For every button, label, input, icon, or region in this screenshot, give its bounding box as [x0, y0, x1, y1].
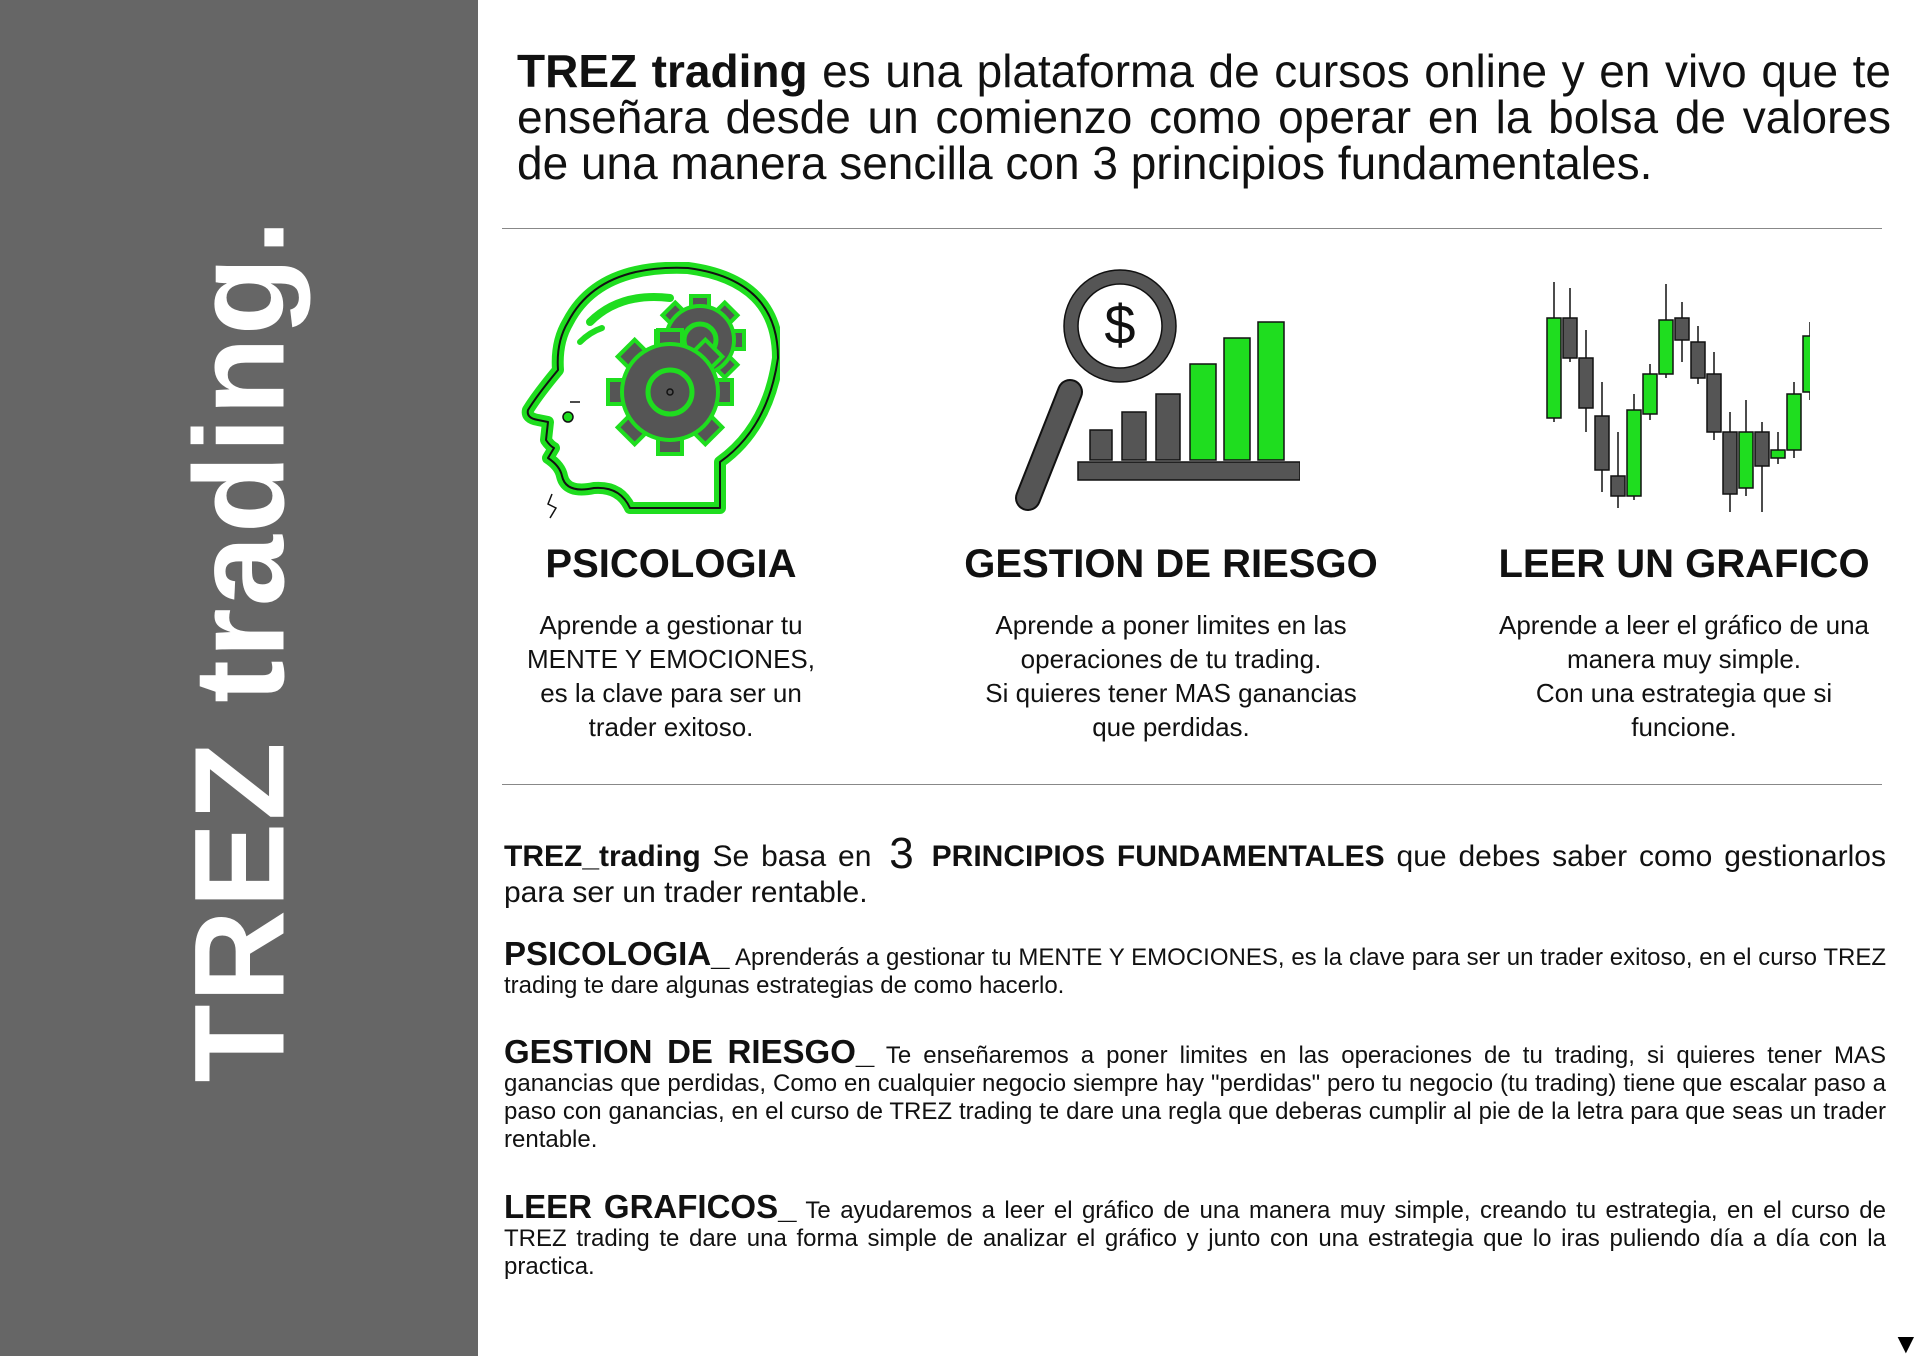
principles-brand: TREZ_trading — [504, 840, 701, 873]
principle-text: Te enseñaremos a poner limites en las operaciones de tu trading, si quieres tener MAS ganancias que perdidas, Como en cualquier negocio siempre hay "perdidas" pero tu negocio (tu trading) tiene que escalar paso a paso con ganancias, en el curso de TREZ trading te dare una regla que deberas cumplir al pie de la letra para que seas un trader rentable. — [504, 1042, 1886, 1153]
down-arrow-icon[interactable]: ▼ — [1892, 1328, 1920, 1359]
candlestick-chart-icon — [1540, 282, 1810, 512]
column-line: Aprende a gestionar tu — [539, 610, 803, 640]
column-line: Aprende a leer el gráfico de una — [1498, 610, 1870, 640]
column-line: que perdidas. — [1092, 712, 1250, 742]
sidebar — [0, 0, 478, 1356]
principles-heading: PRINCIPIOS FUNDAMENTALES — [931, 840, 1385, 873]
column-line: Si quieres tener MAS ganancias — [985, 678, 1357, 708]
principle-head: PSICOLOGIA_ — [504, 935, 730, 972]
intro-text: es una plataforma de cursos online y en vivo que te enseñara desde un comienzo como operar en la bolsa de valores de una manera sencilla con 3 principios fundamentales. — [517, 45, 1892, 189]
column-text-leer — [1464, 608, 1904, 744]
principle-gestion — [504, 1033, 1886, 1154]
column-title-psicologia: PSICOLOGIA — [545, 542, 797, 586]
principles-intro — [504, 829, 1886, 911]
principle-text: Aprenderás a gestionar tu MENTE Y EMOCIONES, es la clave para ser un trader exitoso, en el curso TREZ trading te dare algunas estrategias de como hacerlo. — [504, 944, 1886, 999]
column-line: Con una estrategia que si — [1535, 678, 1833, 708]
column-line: trader exitoso. — [588, 712, 754, 742]
brain-gears-icon — [520, 262, 780, 522]
sidebar-title: TREZ trading. — [168, 217, 312, 1083]
column-line: Aprende a poner limites en las — [995, 610, 1347, 640]
principle-text: Te ayudaremos a leer el gráfico de una manera muy simple, creando tu estrategia, en el curso de TREZ trading te dare una forma simple de analizar el gráfico y junto con una estrategia que lo iras puliendo día a día con la practica. — [504, 1197, 1886, 1280]
principles-number: 3 — [889, 829, 914, 878]
svg-text:$: $ — [1104, 293, 1136, 356]
intro-paragraph — [517, 45, 1892, 189]
principles-intro-rest: que debes saber como gestionarlos para ser un trader rentable. — [504, 840, 1886, 909]
principle-leer — [504, 1188, 1886, 1281]
divider-bottom — [502, 784, 1882, 785]
principle-psicologia — [504, 935, 1886, 1000]
column-text-psicologia — [491, 608, 851, 744]
column-text-gestion — [951, 608, 1391, 744]
principle-head: LEER GRAFICOS_ — [504, 1188, 797, 1225]
column-line: operaciones de tu trading. — [1020, 644, 1322, 674]
principle-head: GESTION DE RIESGO_ — [504, 1033, 875, 1070]
divider-top — [502, 228, 1882, 229]
intro-brand: TREZ trading — [517, 45, 808, 97]
column-line: MENTE Y EMOCIONES, — [527, 644, 815, 674]
magnifier-dollar-bars-icon — [1010, 262, 1300, 512]
principles-intro-text: Se basa en — [700, 840, 884, 873]
column-title-gestion: GESTION DE RIESGO — [964, 542, 1378, 586]
column-title-leer: LEER UN GRAFICO — [1498, 542, 1870, 586]
column-line: funcione. — [1631, 712, 1737, 742]
column-line: manera muy simple. — [1566, 644, 1802, 674]
column-line: es la clave para ser un — [540, 678, 802, 708]
